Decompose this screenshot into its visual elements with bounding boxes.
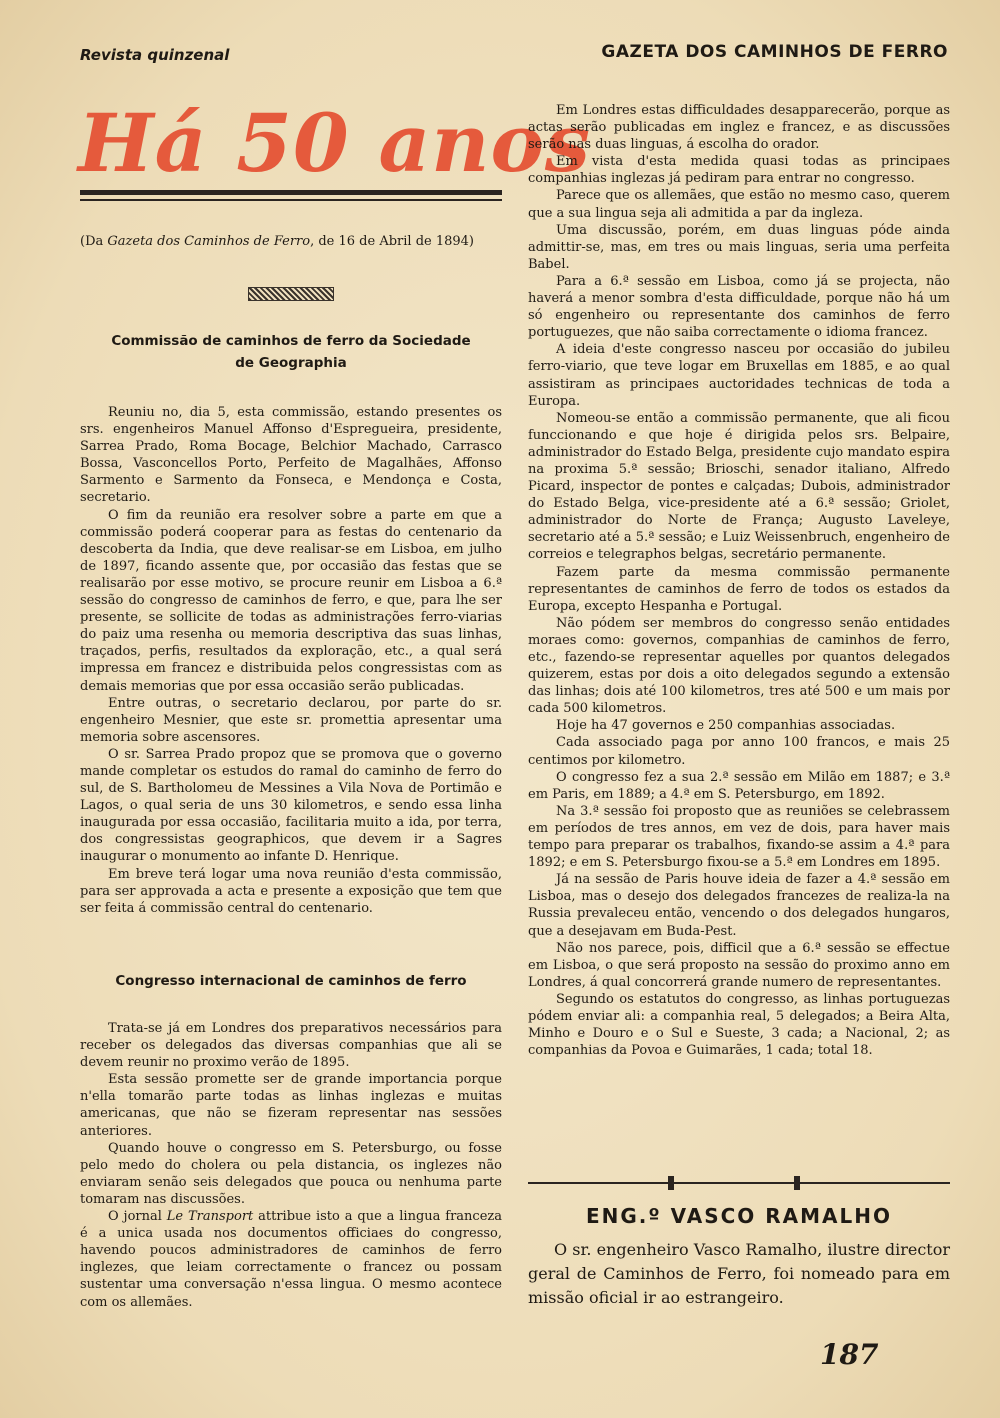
notice-text: O sr. engenheiro Vasco Ramalho, ilustre director geral de Caminhos de Ferro, foi nomeado para em missão oficial ir ao estrangeiro. — [528, 1240, 950, 1307]
paragraph: Hoje ha 47 governos e 250 companhias associadas. — [556, 718, 896, 734]
page-number: 187 — [820, 1338, 879, 1371]
hatch-ornament — [248, 287, 334, 301]
section2-body-right — [528, 102, 950, 1059]
paragraph: O fim da reunião era resolver sobre a parte em que a commissão poderá cooperar para as festas do centenario da descoberta da India, que deve realisar-se em Lisboa, em julho de 1897, ficando assente que, por occasião das festas que se realisarão por esse motivo, se procure reunir em Lisboa a 6.ª sessão do congresso de caminhos de ferro, e que, para lhe ser presente, se sollicite de todas as administrações ferro-viarias do paiz uma resenha ou memoria descriptiva das suas linhas, traçados, perfis, resultados da exploração, etc., a qual será impressa em francez e distribuida pelos congressistas com as demais memorias que por essa occasião serão publicadas. — [80, 507, 502, 694]
divider-mark — [794, 1176, 800, 1190]
section2-heading: Congresso internacional de caminhos de ferro — [115, 973, 467, 989]
section1-heading-line1: Commissão de caminhos de ferro da Sociedade — [111, 333, 471, 349]
paragraph: Para a 6.ª sessão em Lisboa, como já se projecta, não haverá a menor sombra d'esta difficuldade, porque não há um só engenheiro ou representante dos caminhos de ferro portuguezes, que não saiba correctamente o idioma francez. — [528, 273, 950, 341]
paragraph: Já na sessão de Paris houve ideia de fazer a 4.ª sessão em Lisboa, mas o desejo dos delegados francezes de realiza-la na Russia prevaleceu então, vencendo o dos delegados hungaros, que a desejavam em Buda-Pest. — [528, 872, 950, 939]
title-rule-thin — [80, 199, 502, 201]
source-pre: (Da — [80, 234, 108, 249]
divider-mark — [668, 1176, 674, 1190]
paragraph: Fazem parte da mesma commissão permanente representantes de caminhos de ferro de todos os estados da Europa, excepto Hespanha e Portugal. — [528, 564, 950, 614]
paragraph: Segundo os estatutos do congresso, as linhas portuguezas pódem enviar ali: a companhia real, 5 delegados; a Beira Alta, Minho e Douro e o Sul e Sueste, 3 cada; a Nacional, 2; as companhias da Povoa e Guimarães, 1 cada; total 18. — [528, 991, 950, 1059]
notice-title: ENG.º VASCO RAMALHO — [585, 1204, 893, 1228]
notice-body — [528, 1238, 950, 1310]
paragraph: O sr. Sarrea Prado propoz que se promova que o governo mande completar os estudos do ramal do caminho de ferro do sul, de S. Bartholomeu de Messines a Vila Nova de Portimão e Lagos, o qual seria de uns 30 kilometros, e sendo essa linha inaugurada por essa occasião, facilitaria muito a ida, por terra, dos congressistas geographicos, que devem ir a Sagres inaugurar o monumento ao infante D. Henrique. — [80, 746, 502, 865]
title-rule-thick — [80, 190, 502, 195]
paragraph: Trata-se já em Londres dos preparativos necessários para receber os delegados das diversas companhias que ali se devem reunir no proximo verão de 1895. — [80, 1021, 502, 1071]
notice-divider — [528, 1182, 950, 1184]
paragraph: Quando houve o congresso em S. Petersburgo, ou fosse pelo medo do cholera ou pela distancia, os inglezes não enviaram senão seis delegados que pouca ou nenhuma parte tomaram nas discussões. — [80, 1140, 502, 1207]
paragraph: Não pódem ser membros do congresso senão entidades moraes como: governos, companhias de caminhos de ferro, etc., fazendo-se representar aquelles por quantos delegados quizerem, estas por dois a oito delegados segundo a extensão das linhas; dois até 100 kilometros, tres até 500 e um mais por cada 500 kilometros. — [528, 615, 950, 717]
paragraph-transport — [80, 1208, 502, 1311]
title-block — [78, 96, 591, 191]
transport-post: attribue isto a que a lingua franceza é a unica usada nos documentos officiaes do congresso, havendo poucos administradores de caminhos de ferro inglezes, que leiam correctamente o francez ou possam sustentar uma conversação n'essa lingua. O mesmo acontece com os allemães. — [80, 1209, 503, 1310]
paragraph: Não nos parece, pois, difficil que a 6.ª sessão se effectue em Lisboa, o que será proposto na sessão do proximo anno em Londres, á qual concorrerá grande numero de representantes. — [528, 940, 950, 990]
source-post: , de 16 de Abril de 1894) — [310, 234, 475, 249]
paragraph: Esta sessão promette ser de grande importancia porque n'ella tomarão parte todas as linhas inglezas e muitas americanas, que não se fizeram representar nas sessões anteriores. — [80, 1072, 502, 1139]
source-publication: Gazeta dos Caminhos de Ferro — [107, 234, 311, 249]
page-title: Há 50 anos — [78, 96, 591, 190]
header-left: Revista quinzenal — [80, 46, 230, 64]
source-line — [80, 234, 505, 249]
paragraph: Reuniu no, dia 5, esta commissão, estando presentes os srs. engenheiros Manuel Affonso d'Espregueira, presidente, Sarrea Prado, Roma Bocage, Belchior Machado, Carrasco Bossa, Vasconcellos Porto, Perfeito de Magalhães, Affonso Sarmento e Sarmento da Fonseca, e Mendonça e Costa, secretario. — [80, 405, 502, 506]
paragraph: Parece que os allemães, que estão no mesmo caso, querem que a sua lingua seja ali admitida a par da ingleza. — [528, 188, 950, 221]
section1-heading-line2: de Geographia — [235, 355, 347, 371]
header-right: GAZETA DOS CAMINHOS DE FERRO — [601, 42, 948, 62]
paragraph: Em vista d'esta medida quasi todas as principaes companhias inglezas já pediram para entrar no congresso. — [528, 154, 950, 187]
paragraph: Em Londres estas difficuldades desapparecerão, porque as actas serão publicadas em inglez e francez, e as discussões serão nas duas linguas, á escolha do orador. — [528, 103, 950, 153]
paragraph: O congresso fez a sua 2.ª sessão em Milão em 1887; e 3.ª em Paris, em 1889; a 4.ª em S. Petersburgo, em 1892. — [528, 769, 950, 802]
section1-body — [80, 404, 502, 917]
paragraph: Na 3.ª sessão foi proposto que as reuniões se celebrassem em períodos de tres annos, em vez de dois, para haver mais tempo para preparar os trabalhos, fixando-se assim a 4.ª para 1892; e em S. Petersburgo fixou-se a 5.ª em Londres em 1895. — [528, 803, 950, 871]
paragraph: Cada associado paga por anno 100 francos, e mais 25 centimos por kilometro. — [528, 735, 950, 768]
paragraph: Nomeou-se então a commissão permanente, que ali ficou funccionando e que hoje é dirigida pelos srs. Belpaire, administrador do Estado Belga, presidente cujo mandato espira na proxima 5.ª sessão; Brioschi, senador italiano, Alfredo Picard, inspector de pontes e calçadas; Dubois, administrador do Estado Belga, vice-presidente até a 6.ª sessão; Griolet, administrador do Norte de França; Augusto Laveleye, secretario até a 5.ª sessão; e Luiz Weissenbruch, engenheiro de correios e telegraphos belgas, secretário permanente. — [528, 410, 950, 563]
section2-body-left — [80, 1020, 502, 1311]
paragraph: Uma discussão, porém, em duas linguas póde ainda admittir-se, mas, em tres ou mais linguas, seria uma perfeita Babel. — [528, 222, 950, 272]
transport-journal: Le Transport — [166, 1209, 254, 1225]
transport-pre: O jornal — [108, 1209, 167, 1225]
section1-heading — [80, 330, 502, 374]
paragraph: A ideia d'este congresso nasceu por occasião do jubileu ferro-viario, que teve logar em Bruxellas em 1885, e ao qual assistiram as principaes auctoridades technicas de toda a Europa. — [528, 342, 950, 409]
paragraph: Em breve terá logar uma nova reunião d'esta commissão, para ser approvada a acta e presente a exposição que tem que ser feita á commissão central do centenario. — [80, 866, 502, 916]
paragraph: Entre outras, o secretario declarou, por parte do sr. engenheiro Mesnier, que este sr. promettia apresentar uma memoria sobre ascensores. — [80, 695, 502, 745]
